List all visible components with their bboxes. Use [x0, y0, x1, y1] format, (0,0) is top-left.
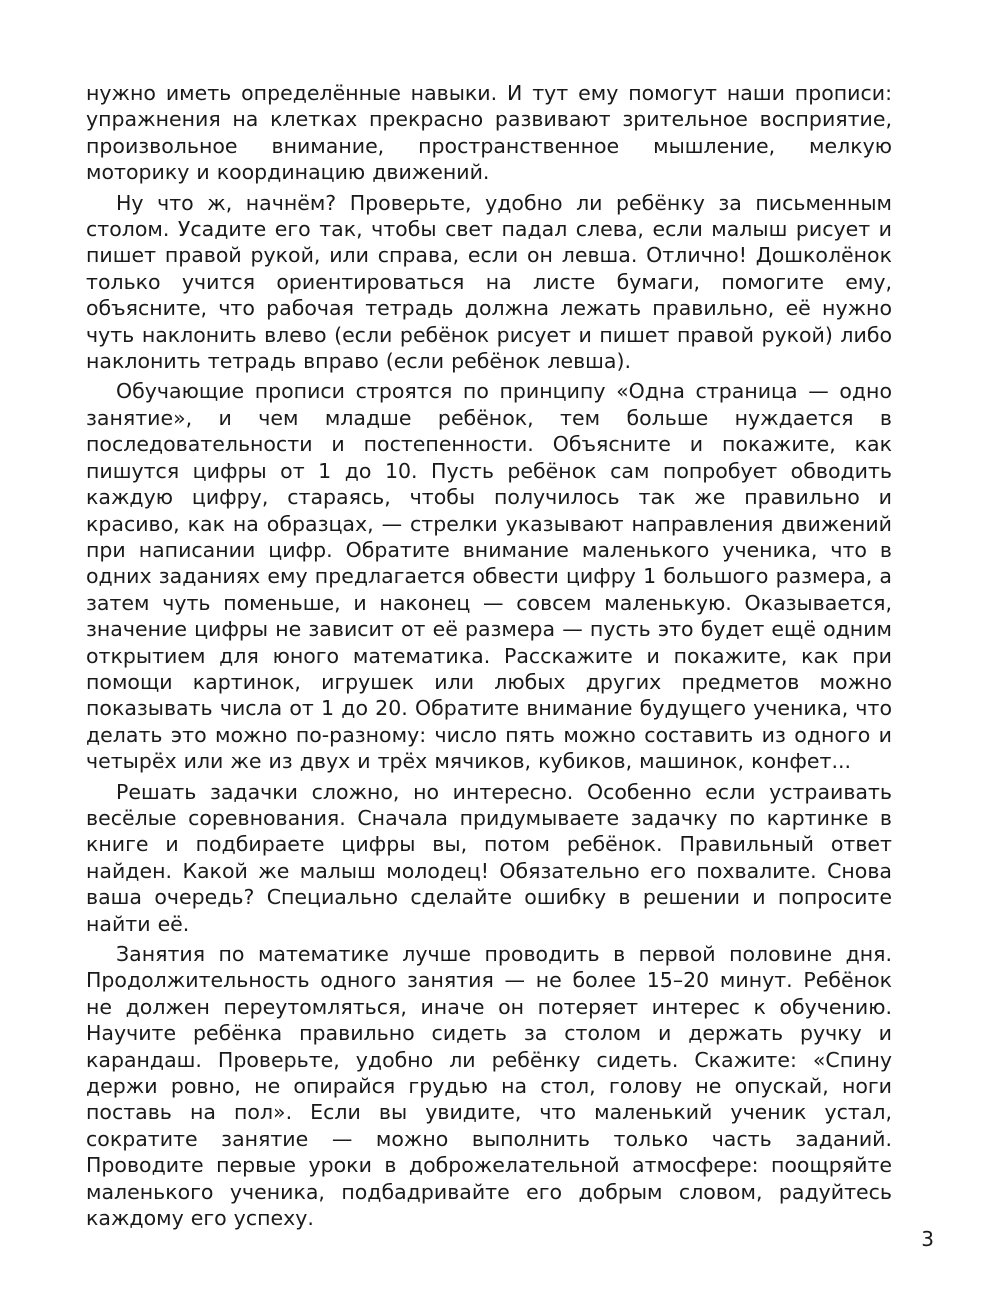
page-body [86, 80, 892, 1231]
paragraph-solving-problems: Решать задачки сложно, но интересно. Особенно если устраивать весёлые соревнования. Сначала придумываете задачку по картинке в книге и подбираете цифры вы, потом ребёнок. Правильный ответ найден. Какой же малыш молодец! Обязательно его похвалите. Снова ваша очередь? Специально сделайте ошибку в решении и попросите найти её. [86, 779, 892, 936]
paragraph-workplace-setup: Ну что ж, начнём? Проверьте, удобно ли ребёнку за письменным столом. Усадите его так, чтобы свет падал слева, если малыш рисует и пишет правой рукой, или справа, если он левша. Отлично! Дошколёнок только учится ориентироваться на листе бумаги, помогите ему, объясните, что рабочая тетрадь должна лежать правильно, её нужно чуть наклонить влево (если ребёнок рисует и пишет правой рукой) либо наклонить тетрадь вправо (если ребёнок левша). [86, 190, 892, 374]
page-number: 3 [921, 1227, 934, 1251]
paragraph-writing-digits: Обучающие прописи строятся по принципу «Одна страница — одно занятие», и чем младше ребёнок, тем больше нуждается в последовательности и постепенности. Объясните и покажите, как пишутся цифры от 1 до 10. Пусть ребёнок сам попробует обводить каждую цифру, стараясь, чтобы получилось так же правильно и красиво, как на образцах, — стрелки указывают направления движений при написании цифр. Обратите внимание маленького ученика, что в одних заданиях ему предлагается обвести цифру 1 большого размера, а затем чуть поменьше, и наконец — совсем маленькую. Оказывается, значение цифры не зависит от её размера — пусть это будет ещё одним открытием для юного математика. Расскажите и покажите, как при помощи картинок, игрушек или любых других предметов можно показывать числа от 1 до 20. Обратите внимание будущего ученика, что делать это можно по-разному: число пять можно составить из одного и четырёх или же из двух и трёх мячиков, кубиков, машинок, конфет... [86, 379, 892, 774]
paragraph-continuation: нужно иметь определённые навыки. И тут ему помогут наши прописи: упражнения на клетках прекрасно развивают зрительное восприятие, произвольное внимание, пространственное мышление, мелкую моторику и координацию движений. [86, 81, 892, 185]
paragraph-lesson-tips: Занятия по математике лучше проводить в первой половине дня. Продолжительность одного занятия — не более 15–20 минут. Ребёнок не должен переутомляться, иначе он потеряет интерес к обучению. Научите ребёнка правильно сидеть за столом и держать ручку и карандаш. Проверьте, удобно ли ребёнку сидеть. Скажите: «Спину держи ровно, не опирайся грудью на стол, голову не опускай, ноги поставь на пол». Если вы увидите, что маленький ученик устал, сократите занятие — можно выполнить только часть заданий. Проводите первые уроки в доброжелательной атмосфере: поощряйте маленького ученика, подбадривайте его добрым словом, радуйтесь каждому его успеху. [86, 942, 892, 1231]
